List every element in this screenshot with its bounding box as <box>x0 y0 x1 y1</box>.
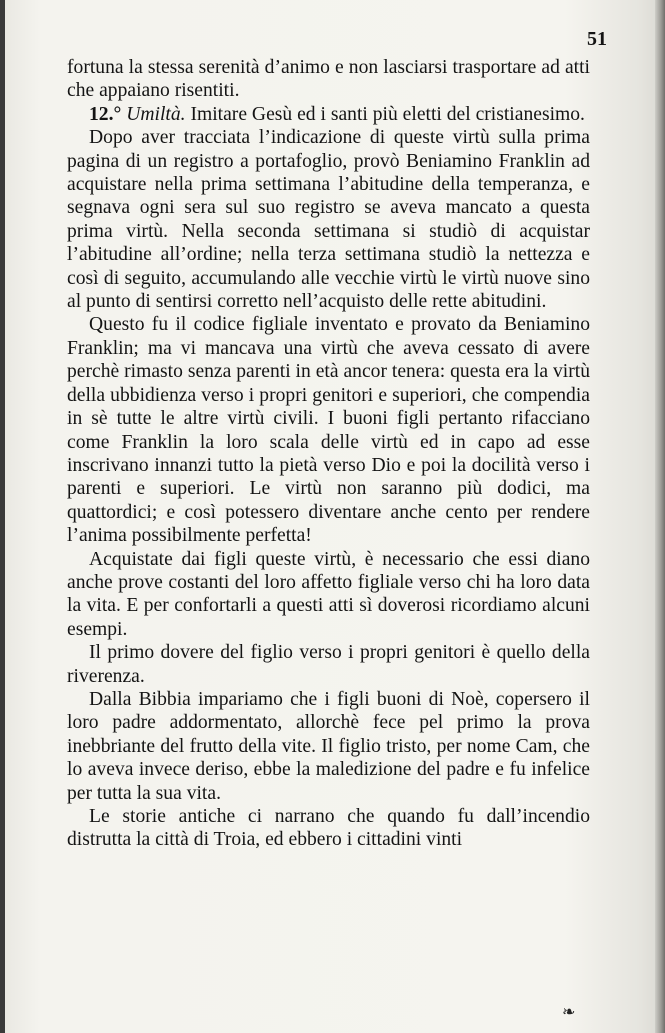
paragraph: Dopo aver tracciata l’indicazione di queste virtù sulla prima pagina di un registro a portafoglio, provò Beniamino Franklin ad acquistare nella prima settimana l’abitudine della temperanza, e segnava ogni sera sul suo registro se aveva mancato a questa prima virtù. Nella seconda settimana si studiò di acquistar l’abitudine all’ordine; nella terza settimana studiò la nettezza e così di seguito, accumulando alle vecchie virtù le virtù nuove sino al punto di sentirsi corretto nell’acquisto delle rette abitudini. <box>67 127 590 313</box>
item-number: 12.° <box>89 103 122 125</box>
paragraph: Dalla Bibbia impariamo che i figli buoni di Noè, copersero il loro padre addormentato, allorchè fece pel primo la prova inebbriante del frutto della vite. Il figlio tristo, per nome Cam, che lo aveva invece deriso, ebbe la maledizione del padre e fu infelice per tutta la sua vita. <box>67 688 590 804</box>
page-edge-shadow <box>655 0 665 1033</box>
paragraph: Questo fu il codice figliale inventato e provato da Beniamino Franklin; ma vi mancava una virtù che aveva cessato di avere perchè rimasto senza parenti in età ancor tenera: questa era la virtù della ubbidienza verso i propri genitori e superiori, che compendia in sè tutte le altre virtù civili. I buoni figli pertanto rifacciano come Franklin la loro scala delle virtù ed in capo ad esse inscrivano innanzi tutto la pietà verso Dio e poi la docilità verso i parenti e superiori. Le virtù non saranno più dodici, ma quattordici; e così potessero diventare anche cento per rendere l’anima possibilmente perfetta! <box>67 314 590 547</box>
paragraph-continuation: fortuna la stessa serenità d’animo e non lasciarsi trasportare ad atti che appaiano risentiti. <box>67 57 590 102</box>
paragraph: Acquistate dai figli queste virtù, è necessario che essi diano anche prove costanti del loro affetto figliale verso chi ha loro data la vita. E per confortarli a questi atti sì doverosi ricordiamo alcuni esempi. <box>67 548 590 640</box>
printer-ornament-icon: ❧ <box>562 1004 576 1021</box>
paragraph: Il primo dovere del figlio verso i propri genitori è quello della riverenza. <box>67 642 590 687</box>
binding-edge <box>0 0 5 1033</box>
body-text <box>67 56 590 852</box>
paragraph: Le storie antiche ci narrano che quando fu dall’incendio distrutta la città di Troia, ed ebbero i cittadini vinti <box>67 806 590 851</box>
paragraph-numbered-item <box>67 103 590 126</box>
item-label: Umiltà. <box>126 103 186 125</box>
item-text: Imitare Gesù ed i santi più eletti del cristianesimo. <box>185 103 585 125</box>
page-number: 51 <box>587 28 607 50</box>
